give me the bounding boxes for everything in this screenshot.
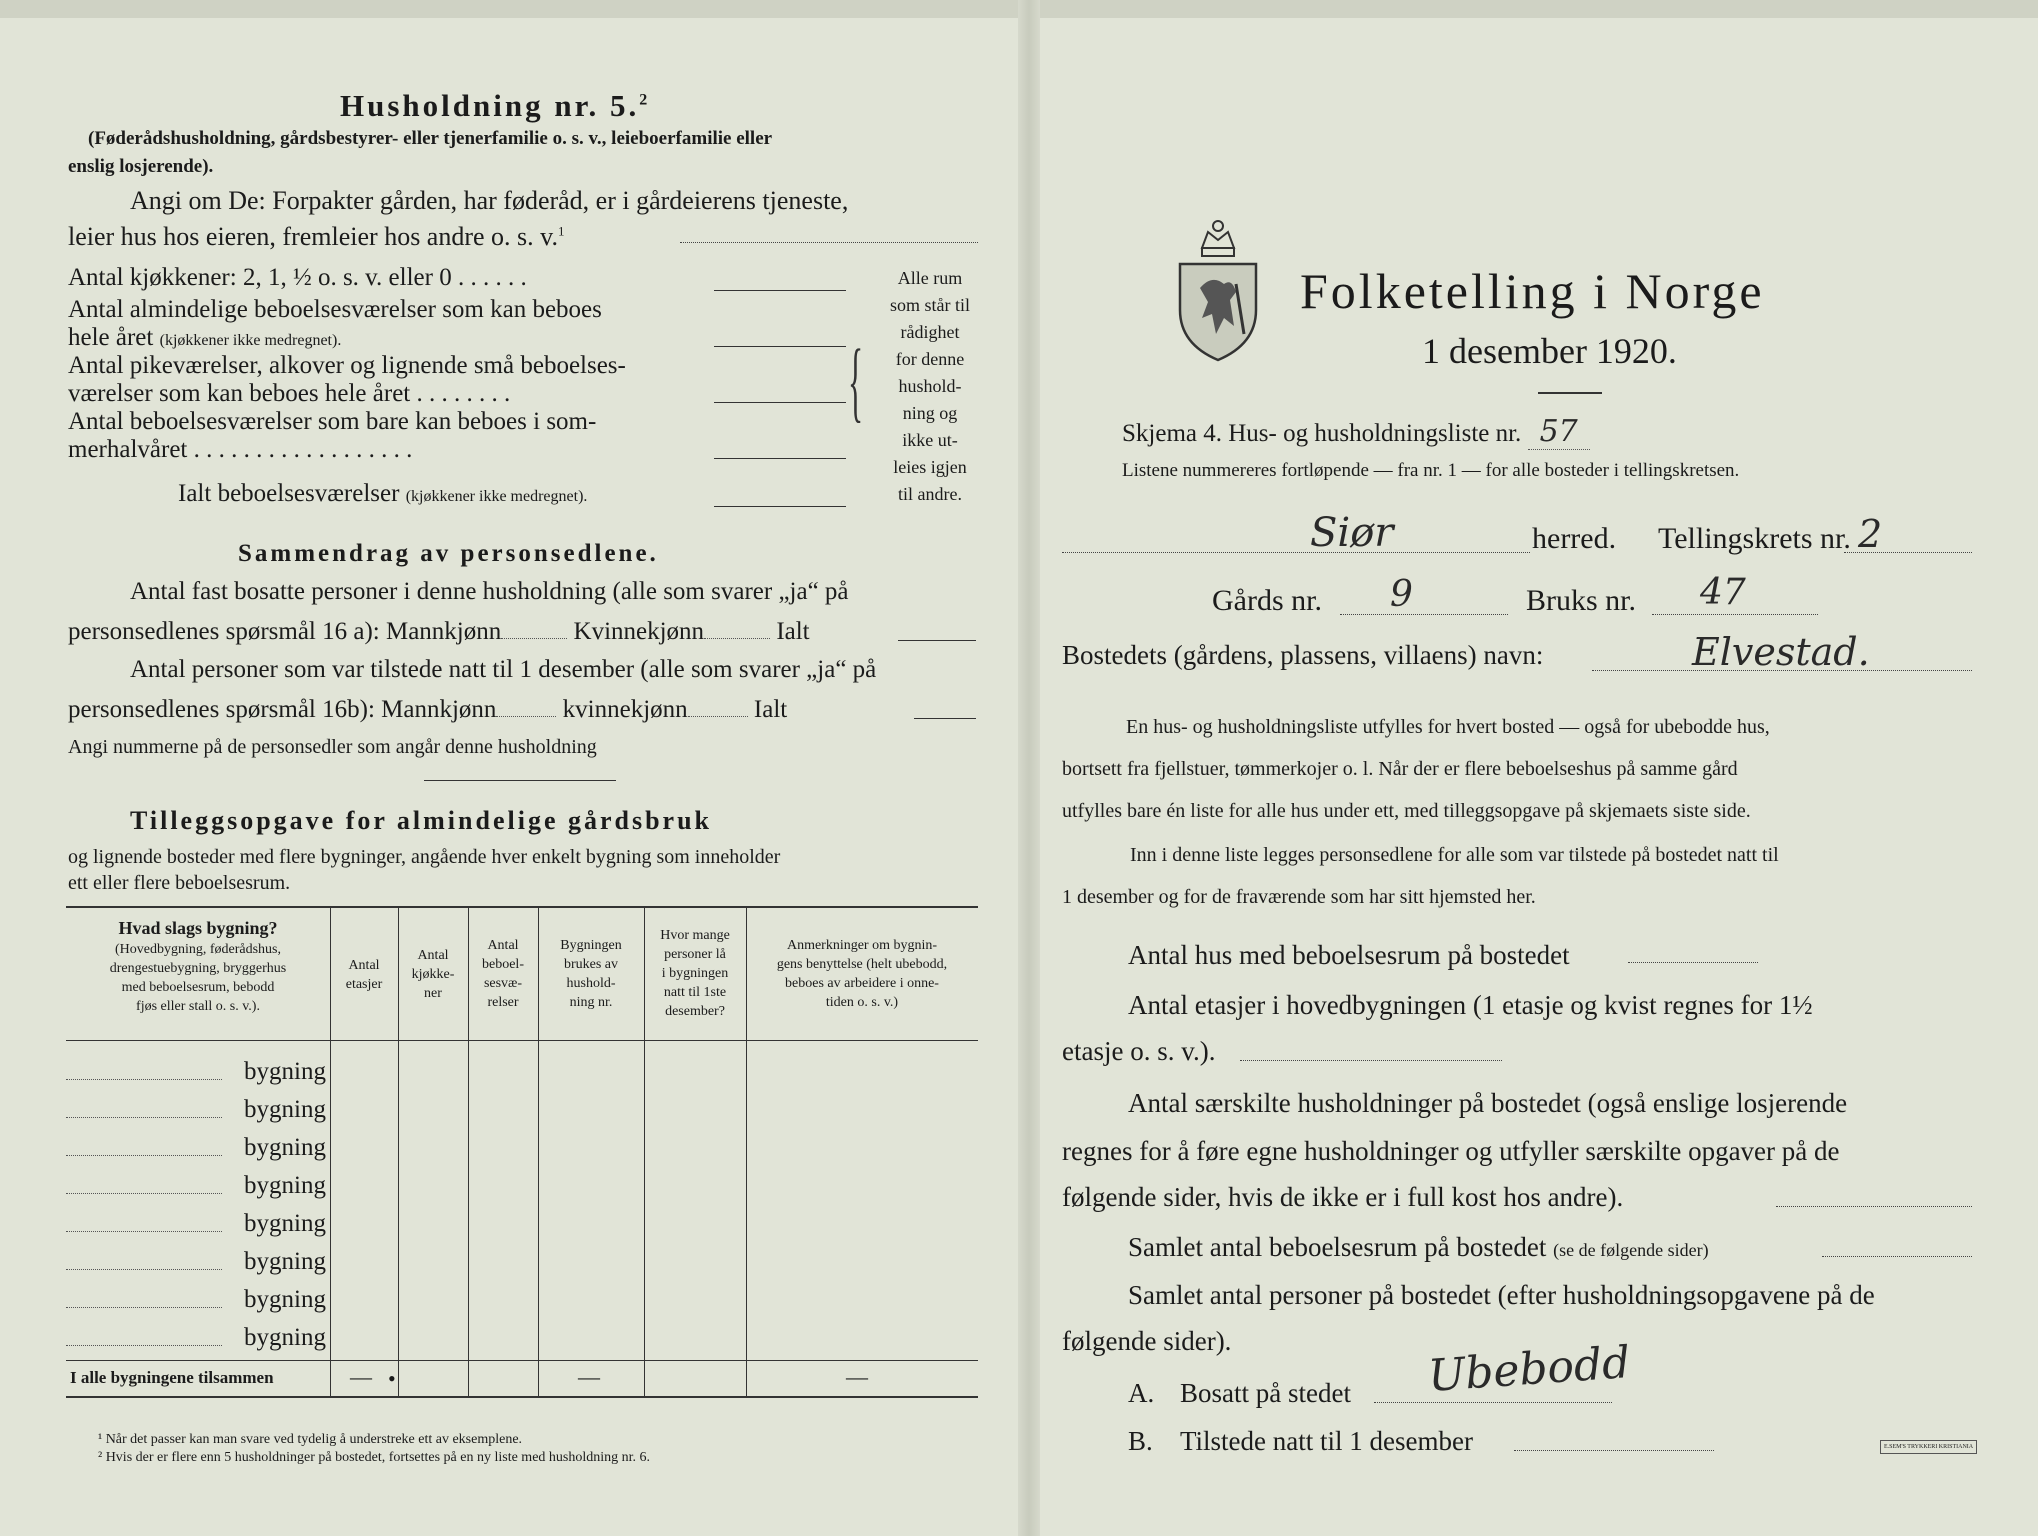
brace-note-line: til andre.	[898, 484, 962, 504]
table-top-rule	[66, 906, 978, 908]
tellingskrets-value[interactable]: 2	[1858, 512, 1883, 556]
list-number-value[interactable]: 57	[1528, 414, 1590, 450]
total-floors-mark: —	[350, 1364, 372, 1389]
table-total-label: I alle bygningene tilsammen	[70, 1368, 274, 1387]
table-row[interactable]: bygning	[66, 1248, 326, 1276]
gards-fill-line	[1340, 614, 1508, 615]
table-row[interactable]: bygning	[66, 1096, 326, 1124]
q-houses-fill-line[interactable]	[1628, 962, 1758, 963]
q-houses: Antal hus med beboelsesrum på bostedet	[1128, 940, 1570, 970]
listene-note: Listene nummereres fortløpende — fra nr. 1 — for alle bosteder i tellingskretsen.	[1122, 460, 1740, 481]
brace-note-line: leies igjen	[893, 457, 967, 477]
herred-label: herred.	[1532, 522, 1617, 555]
total-answer-line[interactable]	[714, 506, 846, 507]
col-head-floors: Antal etasjer	[345, 958, 383, 992]
main-title: Folketelling i Norge	[1300, 263, 1765, 319]
col-head-kitchens: Antal kjøkke- ner	[411, 948, 455, 1001]
angi-line-1: Angi om De: Forpakter gården, har føderåd, er i gårdeierens tjeneste,	[130, 186, 849, 215]
summary-ialt-2-line[interactable]	[914, 718, 976, 719]
col-head-remarks: Anmerkninger om bygnin- gens benyttelse (helt ubebodd, beboes av arbeidere i onne- tiden o. s. v.)	[776, 938, 948, 1010]
summary-ialt-1-line[interactable]	[898, 640, 976, 641]
coat-of-arms-icon	[1172, 214, 1264, 364]
q-persons-a: Samlet antal personer på bostedet (efter husholdningsopgavene på de	[1128, 1280, 1875, 1310]
rooms-small-a: Antal pikeværelser, alkover og lignende små beboelses-	[68, 352, 626, 379]
table-row[interactable]: bygning	[66, 1210, 326, 1238]
ordinary-answer-line[interactable]	[714, 346, 846, 347]
angi-line-2: leier hus hos eieren, fremleier hos andre o. s. v.$^1$	[68, 222, 565, 251]
q-households-b: regnes for å føre egne husholdninger og utfyller særskilte opgaver på de	[1062, 1136, 1840, 1166]
table-total-top-rule	[66, 1360, 978, 1361]
brace-note-line: ikke ut-	[902, 430, 958, 450]
rooms-total: Ialt beboelsesværelser (kjøkkener ikke medregnet).	[178, 480, 588, 507]
summary-heading: Sammendrag av personsedlene.	[238, 540, 659, 567]
q-bosatt-text: Bosatt på stedet	[1180, 1378, 1351, 1408]
brace-note-line: for denne	[895, 349, 965, 369]
gards-label: Gårds nr.	[1212, 584, 1322, 617]
q-rooms: Samlet antal beboelsesrum på bostedet (se de følgende sider)	[1128, 1232, 1709, 1262]
table-row[interactable]: bygning	[66, 1134, 326, 1162]
col-head-building-type: Hvad slags bygning? (Hovedbygning, føderådshus, drengestuebygning, bryggerhus med beboelsesrum, bebodd fjøs eller stall o. s. v.).	[109, 918, 287, 1014]
brace: {	[848, 332, 864, 431]
household-subtitle-2: enslig losjerende).	[68, 156, 214, 177]
summary-line-3: Antal personer som var tilstede natt til 1 desember (alle som svarer „ja“ på	[130, 656, 877, 683]
instr-para-1-line-3: utfylles bare én liste for alle hus under ett, med tilleggsopgave på skjemaets siste side.	[1062, 800, 1751, 822]
rooms-small-b: værelser som kan beboes hele året . . . . . . . .	[68, 380, 511, 407]
col-head-rooms: Antal beboel- sesvæ- relser	[482, 938, 524, 1010]
col-head-persons: Hvor mange personer lå i bygningen natt til 1ste desember?	[660, 928, 730, 1019]
summary-line-5: Angi nummerne på de personsedler som angår denne husholdning	[68, 736, 597, 758]
total-remarks-mark: —	[846, 1364, 868, 1389]
footnote-1: ¹ Når det passer kan man svare ved tydelig å understreke ett av eksemplene.	[98, 1432, 523, 1447]
gards-value[interactable]: 9	[1390, 574, 1413, 615]
page-fold	[1018, 0, 1040, 1536]
table-row[interactable]: bygning	[66, 1058, 326, 1086]
bosatt-value[interactable]: Ubebodd	[1426, 1337, 1632, 1402]
tillegg-line-2: ett eller flere beboelsesrum.	[68, 872, 291, 894]
summary-line-1: Antal fast bosatte personer i denne husholdning (alle som svarer „ja“ på	[130, 578, 849, 605]
q-floors-b: etasje o. s. v.).	[1062, 1036, 1216, 1066]
summary-line-4: personsedlenes spørsmål 16b): Mannkjønn kvinnekjønn Ialt	[68, 696, 788, 723]
table-header-rule	[66, 1040, 978, 1041]
q-rooms-fill-line[interactable]	[1822, 1256, 1972, 1257]
brace-note-line: Alle rum	[897, 268, 963, 288]
herred-value[interactable]: Siør	[1310, 510, 1394, 556]
tillegg-line-1: og lignende bosteder med flere bygninger, angående hver enkelt bygning som inneholder	[68, 846, 781, 868]
bruks-label: Bruks nr.	[1526, 584, 1637, 617]
instr-para-1-line-1: En hus- og husholdningsliste utfylles for hvert bosted — også for ubebodde hus,	[1126, 716, 1770, 738]
table-row[interactable]: bygning	[66, 1286, 326, 1314]
rooms-summer-b: merhalvåret . . . . . . . . . . . . . . . . . .	[68, 436, 413, 463]
brace-note-line: rådighet	[900, 322, 960, 342]
bosted-value[interactable]: Elvestad.	[1692, 630, 1870, 674]
instr-para-1-line-2: bortsett fra fjellstuer, tømmerkojer o. l. Når der er flere beboelseshus på samme gård	[1062, 758, 1738, 780]
brace-note-line: ning og	[902, 403, 958, 423]
tellingskrets-fill-line	[1844, 552, 1972, 553]
small-answer-line[interactable]	[714, 402, 846, 403]
rooms-ordinary-b: hele året (kjøkkener ikke medregnet).	[68, 324, 342, 351]
q-floors-a: Antal etasjer i hovedbygningen (1 etasje og kvist regnes for 1½	[1128, 990, 1813, 1020]
bosted-fill-line	[1592, 670, 1972, 671]
kitchens-answer-line[interactable]	[714, 290, 846, 291]
brace-note-line: hushold-	[898, 376, 962, 396]
summary-line-2: personsedlenes spørsmål 16 a): Mannkjønn Kvinnekjønn Ialt	[68, 618, 810, 645]
table-bottom-rule	[66, 1396, 978, 1398]
title-divider	[1538, 392, 1602, 394]
bruks-value[interactable]: 47	[1700, 572, 1746, 613]
rooms-kitchens: Antal kjøkkener: 2, 1, ½ o. s. v. eller 0 . . . . . .	[68, 264, 527, 291]
household-subtitle: (Føderådshusholdning, gårdsbestyrer- eller tjenerfamilie o. s. v., leieboerfamilie eller	[88, 128, 773, 149]
herred-fill-line	[1062, 552, 1530, 553]
q-bosatt-label: A.	[1128, 1378, 1155, 1408]
footnote-2: ² Hvis der er flere enn 5 husholdninger på bostedet, fortsettes på en ny liste med husholdning nr. 6.	[98, 1450, 651, 1465]
q-households-c: følgende sider, hvis de ikke er i full kost hos andre).	[1062, 1182, 1624, 1212]
bruks-fill-line	[1652, 614, 1818, 615]
q-tilstede-label: B.	[1128, 1426, 1153, 1456]
summary-divider	[424, 780, 616, 781]
q-households-fill-line[interactable]	[1776, 1206, 1972, 1207]
skjema-line: Skjema 4. Hus- og husholdningsliste nr. 57	[1122, 414, 1590, 449]
printer-stamp: E.SEM'S TRYKKERI KRISTIANIA	[1880, 1440, 1977, 1454]
census-date: 1 desember 1920.	[1422, 331, 1677, 371]
household-title: Husholdning nr. 5.$^2$	[340, 88, 651, 123]
rooms-summer-a: Antal beboelsesværelser som bare kan beboes i som-	[68, 408, 597, 435]
instr-para-2-line-1: Inn i denne liste legges personsedlene for alle som var tilstede på bostedet natt til	[1130, 844, 1779, 866]
col-head-household-nr: Bygningen brukes av hushold- ning nr.	[560, 938, 622, 1010]
brace-note-line: som står til	[890, 295, 970, 315]
tellingskrets-label: Tellingskrets nr.	[1658, 522, 1851, 555]
q-households-a: Antal særskilte husholdninger på bostedet (også enslige losjerende	[1128, 1088, 1848, 1118]
table-row[interactable]: bygning	[66, 1324, 326, 1352]
total-kitchens-mark: •	[388, 1366, 396, 1391]
angi-fill-line[interactable]	[680, 242, 978, 243]
q-bosatt-fill-line	[1374, 1402, 1612, 1403]
total-household-mark: —	[578, 1364, 600, 1389]
q-floors-fill-line[interactable]	[1240, 1060, 1502, 1061]
rooms-ordinary-a: Antal almindelige beboelsesværelser som kan beboes	[68, 296, 602, 323]
q-persons-b: følgende sider).	[1062, 1326, 1232, 1356]
instr-para-2-line-2: 1 desember og for de fraværende som har sitt hjemsted her.	[1062, 886, 1536, 908]
bosted-label: Bostedets (gårdens, plassens, villaens) navn:	[1062, 640, 1544, 670]
summer-answer-line[interactable]	[714, 458, 846, 459]
table-row[interactable]: bygning	[66, 1172, 326, 1200]
tillegg-heading: Tilleggsopgave for almindelige gårdsbruk	[130, 806, 713, 835]
q-tilstede-fill-line[interactable]	[1514, 1450, 1714, 1451]
q-tilstede-text: Tilstede natt til 1 desember	[1180, 1426, 1473, 1456]
